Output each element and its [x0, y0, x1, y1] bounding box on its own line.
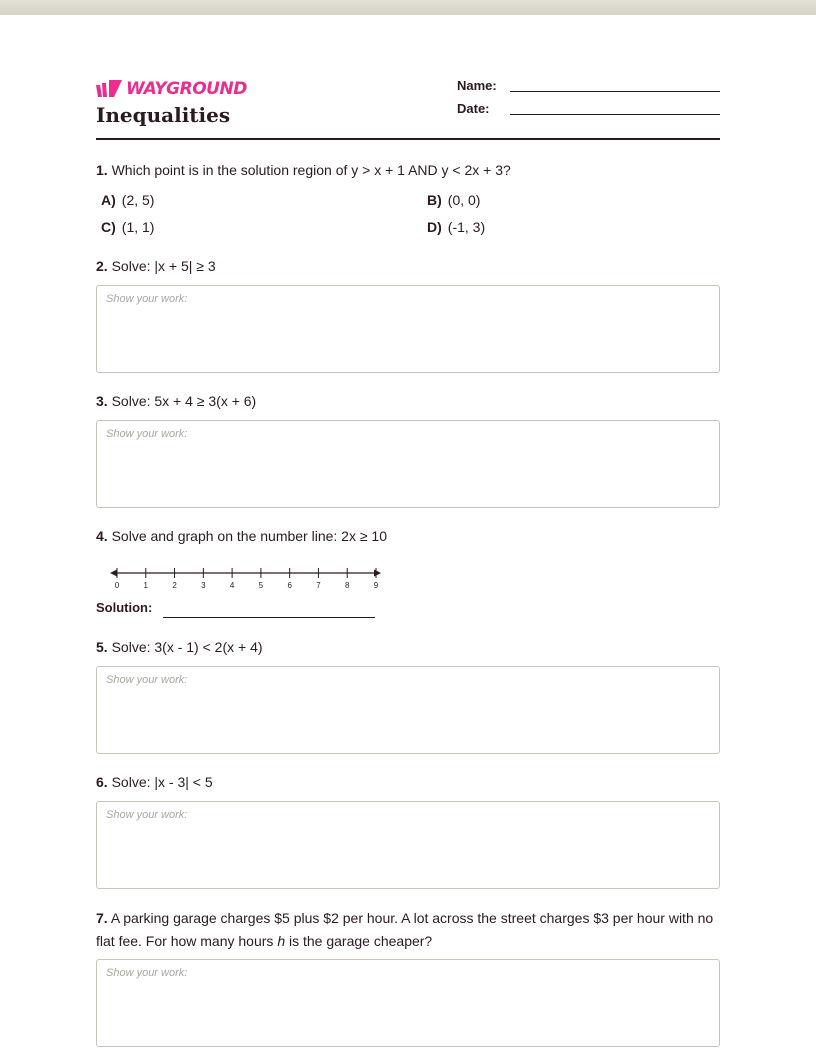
choice-text: (0, 0)	[447, 192, 481, 208]
question-number: 5.	[96, 639, 108, 655]
work-box-7[interactable]	[96, 959, 720, 1047]
question-number: 7.	[96, 910, 108, 926]
work-placeholder: Show your work:	[106, 809, 188, 821]
question-number: 3.	[96, 393, 108, 409]
question-number: 2.	[96, 258, 108, 274]
choice-text: (2, 5)	[121, 192, 155, 208]
number-line-label: 5	[258, 581, 264, 590]
solution-label: Solution:	[96, 600, 153, 615]
choice-c[interactable]	[101, 219, 154, 235]
brand-logo	[96, 79, 247, 99]
name-label: Name:	[457, 78, 497, 93]
question-text: Solve: |x + 5| ≥ 3	[111, 258, 216, 274]
choice-letter: D)	[427, 219, 442, 235]
question-number: 6.	[96, 774, 108, 790]
work-placeholder: Show your work:	[106, 967, 188, 979]
worksheet-title: Inequalities	[96, 103, 231, 127]
number-line-label: 9	[373, 581, 379, 590]
number-line-label: 2	[172, 581, 177, 590]
question-text: A parking garage charges $5 plus $2 per hour. A lot across the street charges $3 per hour with no flat fee. For how many hours	[96, 910, 714, 949]
work-placeholder: Show your work:	[106, 674, 188, 686]
question-number: 4.	[96, 528, 108, 544]
work-placeholder: Show your work:	[106, 428, 188, 440]
choice-b[interactable]	[427, 192, 480, 208]
number-line-label: 0	[114, 581, 120, 590]
question-text: Solve and graph on the number line: 2x ≥ 10	[111, 528, 387, 544]
header-divider	[96, 138, 720, 140]
question-7	[96, 907, 720, 953]
question-1	[96, 159, 720, 181]
question-text: Solve: 5x + 4 ≥ 3(x + 6)	[111, 393, 257, 409]
number-line-label: 8	[344, 581, 350, 590]
question-6	[96, 771, 720, 793]
question-text-end: is the garage cheaper?	[285, 933, 433, 949]
number-line[interactable]	[110, 564, 385, 594]
date-label: Date:	[457, 101, 490, 116]
brand-name: WAYGROUND	[126, 79, 247, 99]
number-line-label: 1	[143, 581, 149, 590]
work-box-6[interactable]	[96, 801, 720, 889]
question-variable: h	[277, 933, 286, 949]
choice-text: (1, 1)	[121, 219, 155, 235]
question-2	[96, 255, 720, 277]
number-line-label: 4	[229, 581, 235, 590]
question-3	[96, 390, 720, 412]
number-line-label: 7	[316, 581, 321, 590]
work-box-5[interactable]	[96, 666, 720, 754]
number-line-label: 3	[201, 581, 206, 590]
choice-letter: B)	[427, 192, 442, 208]
arrow-right-icon	[374, 570, 381, 577]
question-text: Solve: |x - 3| < 5	[111, 774, 213, 790]
question-text: Which point is in the solution region of y > x + 1 AND y < 2x + 3?	[111, 162, 511, 178]
page-top-bar	[0, 0, 816, 15]
date-field[interactable]	[510, 114, 720, 115]
choice-letter: A)	[101, 192, 116, 208]
work-box-3[interactable]	[96, 420, 720, 508]
solution-field[interactable]	[163, 617, 375, 618]
question-text: Solve: 3(x - 1) < 2(x + 4)	[111, 639, 263, 655]
choice-d[interactable]	[427, 219, 485, 235]
wayground-logo-icon	[96, 80, 122, 98]
choice-a[interactable]	[101, 192, 154, 208]
choice-text: (-1, 3)	[447, 219, 486, 235]
arrow-left-icon	[110, 570, 117, 577]
question-4	[96, 525, 720, 547]
question-number: 1.	[96, 162, 108, 178]
name-field[interactable]	[510, 91, 720, 92]
choice-letter: C)	[101, 219, 116, 235]
work-placeholder: Show your work:	[106, 293, 188, 305]
question-5	[96, 636, 720, 658]
work-box-2[interactable]	[96, 285, 720, 373]
number-line-label: 6	[287, 581, 292, 590]
